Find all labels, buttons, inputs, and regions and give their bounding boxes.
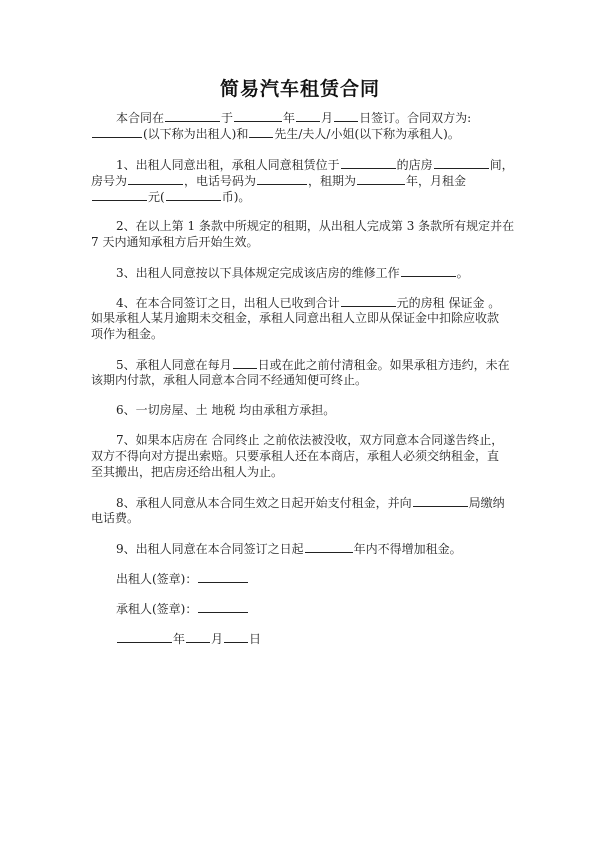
clause-text: 币)。 [221, 190, 251, 204]
clause-4-line-3: 项作为租金。 [91, 327, 164, 341]
date-text: 日 [249, 632, 262, 646]
clause-text: 元( [148, 190, 165, 204]
date-text: 年 [173, 632, 186, 646]
signing-date-line [116, 631, 261, 647]
clause-text: 年，月租金 [406, 174, 467, 188]
clause-text: 。 [456, 266, 469, 280]
lessee-signature-line [116, 601, 249, 617]
intro-line-2 [91, 126, 460, 142]
intro-text: 月 [321, 111, 334, 125]
clause-text: 年内不得增加租金。 [353, 542, 462, 556]
room-number-blank[interactable] [128, 173, 183, 185]
clause-7-line-1: 7、如果本店房在 合同终止 之前依法被没收，双方同意本合同遂告终止， [116, 433, 504, 447]
lessor-signature-label: 出租人(签章)： [116, 572, 198, 586]
sign-year-blank[interactable] [117, 631, 172, 643]
clause-3-line-1 [116, 265, 469, 281]
clause-text: ，租期为 [308, 174, 357, 188]
clause-text: 间， [489, 158, 514, 172]
lessor-signature-line [116, 571, 249, 587]
clause-5-line-1 [116, 357, 510, 373]
clause-text: 4、在本合同签订之日，出租人已收到合计 [116, 296, 340, 310]
clause-5-line-2: 该期内付款，承租人同意本合同不经通知便可终止。 [91, 373, 368, 387]
phone-blank[interactable] [257, 173, 307, 185]
clause-7-line-3: 至其搬出，把店房还给出租人为止。 [91, 465, 284, 479]
intro-line-1 [116, 110, 471, 126]
year-blank[interactable] [234, 110, 282, 122]
sign-month-blank[interactable] [186, 631, 210, 643]
document-title: 简易汽车租赁合同 [219, 78, 380, 100]
clause-text: 房号为 [91, 174, 128, 188]
clause-4-line-1 [116, 295, 500, 311]
clause-2-line-2: 7 天内通知承租方后开始生效。 [91, 235, 259, 249]
clause-text: 日或在此之前付清租金。如果承租方违约，未在 [257, 358, 510, 372]
clause-text: 的店房 [396, 158, 433, 172]
clause-7-line-2: 双方不得向对方提出索赔。只要承租人还在本商店，承租人必须交纳租金，直 [91, 449, 500, 463]
intro-text: 本合同在 [116, 111, 165, 125]
clause-2-line-1: 2、在以上第 1 条款中所规定的租期，从出租人完成第 3 条款所有规定并在 [116, 219, 515, 233]
clause-text: 9、出租人同意在本合同签订之日起 [116, 542, 304, 556]
deposit-blank[interactable] [341, 295, 396, 307]
clause-1-line-1 [116, 157, 514, 173]
clause-1-line-3 [91, 189, 250, 205]
clause-text: 5、承租人同意在每月 [116, 358, 232, 372]
clause-text: 8、承租人同意从本合同生效之日起开始支付租金，并向 [116, 496, 412, 510]
pay-day-blank[interactable] [233, 357, 257, 369]
month-blank[interactable] [296, 110, 320, 122]
sign-day-blank[interactable] [224, 631, 248, 643]
clause-text: 1、出租人同意出租，承租人同意租赁位于 [116, 158, 340, 172]
room-count-blank[interactable] [434, 157, 489, 169]
lessor-signature-blank[interactable] [198, 571, 248, 583]
clause-8-line-2: 电话费。 [91, 511, 140, 525]
clause-text: ，电话号码为 [184, 174, 257, 188]
clause-text: 元的房租 保证金 。 [396, 296, 501, 310]
repair-work-blank[interactable] [401, 265, 456, 277]
clause-8-line-1 [116, 495, 505, 511]
clause-9-line-1 [116, 541, 462, 557]
intro-text: 年 [283, 111, 296, 125]
intro-text: 于 [221, 111, 234, 125]
clause-6-line-1: 6、一切房屋、土 地税 均由承租方承担。 [116, 403, 336, 417]
day-blank[interactable] [334, 110, 358, 122]
phone-bureau-blank[interactable] [413, 495, 468, 507]
intro-text: 日签订。合同双方为: [359, 111, 472, 125]
clause-text: 3、出租人同意按以下具体规定完成该店房的维修工作 [116, 266, 400, 280]
clause-4-line-2: 如果承租人某月逾期未交租金，承租人同意出租人立即从保证金中扣除应收款 [91, 311, 500, 325]
years-no-increase-blank[interactable] [305, 541, 353, 553]
currency-blank[interactable] [166, 189, 221, 201]
clause-1-line-2 [91, 173, 466, 189]
location-blank[interactable] [341, 157, 396, 169]
term-blank[interactable] [357, 173, 405, 185]
lessee-signature-blank[interactable] [198, 601, 248, 613]
place-blank[interactable] [165, 110, 220, 122]
lessor-name-blank[interactable] [92, 126, 142, 138]
rent-amount-blank[interactable] [92, 189, 147, 201]
lessee-name-blank[interactable] [249, 126, 273, 138]
intro-text: 先生/夫人/小姐(以下称为承租人)。 [274, 127, 460, 141]
lessee-signature-label: 承租人(签章)： [116, 602, 198, 616]
date-text: 月 [211, 632, 224, 646]
intro-text: (以下称为出租人)和 [143, 127, 249, 141]
clause-text: 局缴纳 [468, 496, 505, 510]
